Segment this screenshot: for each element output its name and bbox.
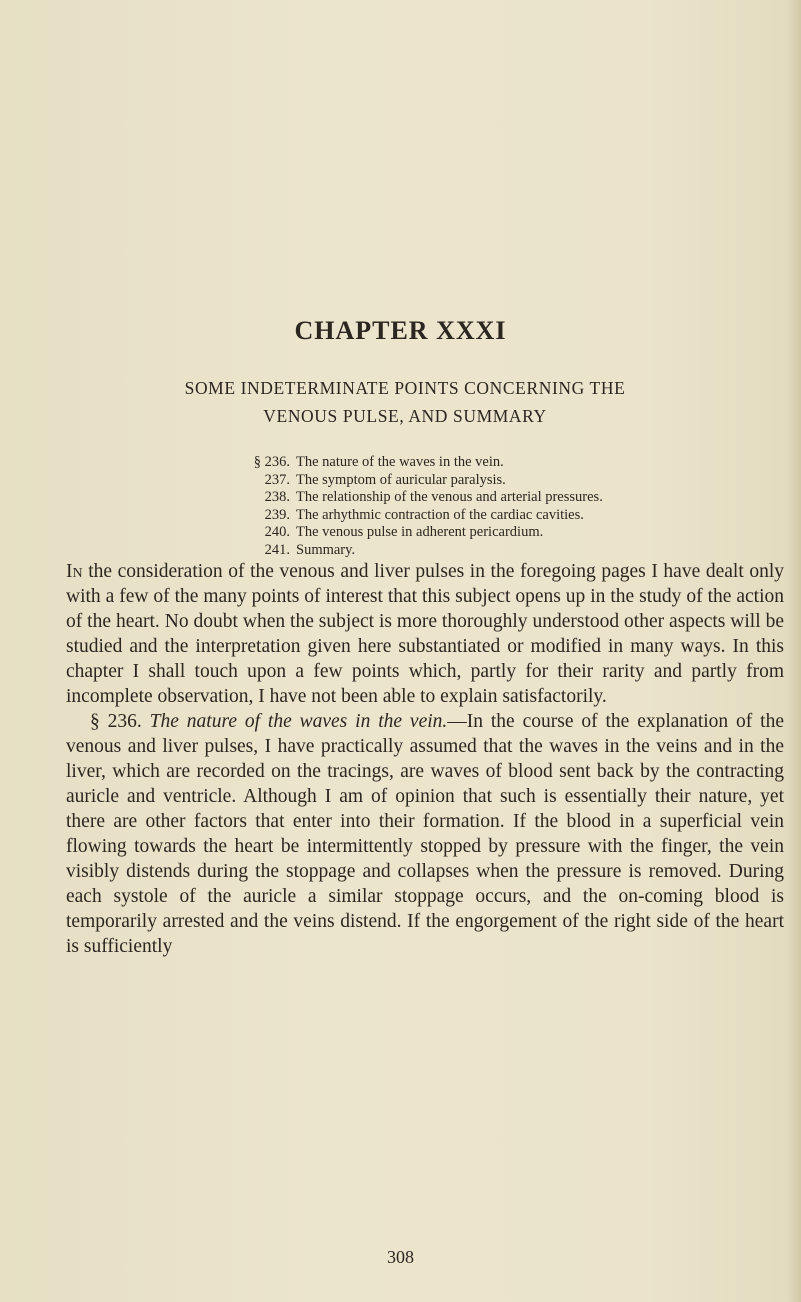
chapter-title: CHAPTER XXXI — [294, 316, 507, 345]
contents-item-text: Summary. — [296, 541, 356, 558]
contents-item-number: 241. — [264, 541, 290, 558]
chapter-subtitle-line-1: SOME INDETERMINATE POINTS CONCERNING THE — [184, 378, 626, 398]
paragraph — [66, 559, 784, 709]
contents-item-number: 237. — [264, 471, 290, 488]
contents-item-number: 240. — [264, 524, 290, 540]
contents-item-text: The arhythmic contraction of the cardiac cavities. — [296, 506, 584, 523]
contents-item-number: 239. — [264, 506, 290, 523]
section-number: § 236. — [90, 711, 142, 732]
section-heading: The nature of the waves in the vein. — [149, 711, 448, 732]
body-text — [66, 559, 784, 959]
page-edge-shadow — [787, 0, 801, 1302]
contents-item-text: The nature of the waves in the vein. — [296, 454, 504, 470]
paragraph-text: the consideration of the venous and liver pulses in the foregoing pages I have dealt only with a few of the many points of interest that this subject opens up in the study of the action of the heart. No doubt when the subject is more thoroughly understood other aspects will be studied and the interpretation given here substantiated or modified in many ways. In this chapter I shall touch upon a few points which, partly for their rarity and partly from incomplete observation, I have not been able to explain satisfactorily. — [66, 561, 784, 707]
contents-item-text: The venous pulse in adherent pericardium. — [296, 524, 544, 540]
contents-item-text: The symptom of auricular paralysis. — [296, 471, 506, 488]
paragraph-text: —In the course of the explanation of the venous and liver pulses, I have practically assumed that the waves in the veins and in the liver, which are recorded on the tracings, are waves of blood sent back by the contracting auricle and ventricle. Although I am of opinion that such is essentially their nature, yet there are other factors that enter into their formation. If the blood in a superficial vein flowing towards the heart be intermittently stopped by pressure with the finger, the vein visibly distends during the stoppage and collapses when the pressure is removed. During each systole of the auricle a similar stoppage occurs, and the on-coming blood is temporarily arrested and the veins distend. If the engorgement of the right side of the heart is sufficiently — [66, 711, 785, 957]
page-number: 308 — [387, 1247, 414, 1267]
contents-item-number: 238. — [264, 489, 290, 505]
contents-item-text: The relationship of the venous and arterial pressures. — [296, 489, 603, 505]
paragraph-lead-word: In — [66, 561, 83, 582]
contents-item-number: § 236. — [253, 454, 290, 470]
chapter-subtitle-line-2: VENOUS PULSE, AND SUMMARY — [263, 406, 547, 426]
paragraph — [66, 709, 784, 959]
chapter-subtitle — [110, 374, 700, 430]
